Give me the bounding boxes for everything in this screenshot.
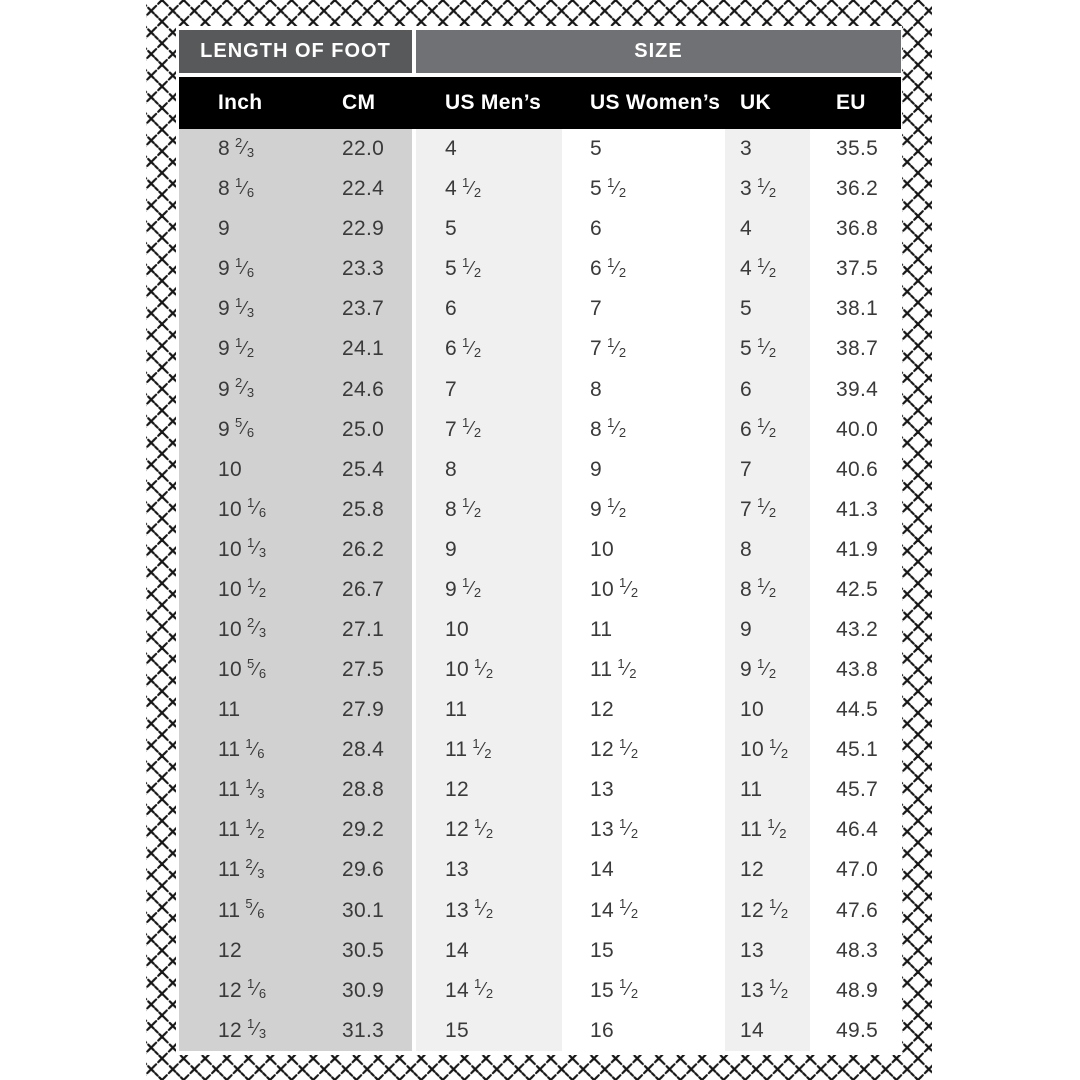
table-cell: 9: [179, 209, 340, 249]
table-row: [179, 650, 901, 690]
table-cell: 35.5: [810, 129, 901, 169]
table-cell: 11 $^1$ ⁄ $_2$: [416, 730, 562, 770]
table-row: [179, 530, 901, 570]
table-cell: 22.0: [340, 129, 416, 169]
table-cell: 8: [725, 530, 810, 570]
table-cell: 12: [725, 850, 810, 890]
table-cell: 29.6: [340, 850, 416, 890]
table-cell: 43.2: [810, 610, 901, 650]
table-row: [179, 1011, 901, 1051]
table-cell: 26.2: [340, 530, 416, 570]
group-header-length-of-foot: LENGTH OF FOOT: [179, 30, 412, 73]
table-cell: 29.2: [340, 810, 416, 850]
table-cell: 12 $^1$ ⁄ $_3$: [179, 1011, 340, 1051]
table-cell: 10 $^1$ ⁄ $_2$: [179, 570, 340, 610]
group-header-row: [179, 30, 901, 73]
column-header-eu: EU: [836, 91, 866, 114]
table-row: [179, 730, 901, 770]
table-cell: 45.7: [810, 770, 901, 810]
table-cell: 30.9: [340, 971, 416, 1011]
table-cell: 10 $^1$ ⁄ $_2$: [562, 570, 725, 610]
table-row: [179, 450, 901, 490]
table-cell: 31.3: [340, 1011, 416, 1051]
table-cell: 10 $^5$ ⁄ $_6$: [179, 650, 340, 690]
table-cell: 6 $^1$ ⁄ $_2$: [416, 329, 562, 369]
table-row: [179, 770, 901, 810]
table-row: [179, 850, 901, 890]
table-cell: 8: [416, 450, 562, 490]
table-cell: 10 $^1$ ⁄ $_6$: [179, 490, 340, 530]
table-cell: 23.7: [340, 289, 416, 329]
table-cell: 12 $^1$ ⁄ $_2$: [562, 730, 725, 770]
table-cell: 13 $^1$ ⁄ $_2$: [416, 890, 562, 930]
table-cell: 6: [416, 289, 562, 329]
table-row: [179, 369, 901, 409]
table-cell: 7: [562, 289, 725, 329]
column-header-row: [179, 77, 901, 129]
table-cell: 4: [725, 209, 810, 249]
table-cell: 9 $^5$ ⁄ $_6$: [179, 410, 340, 450]
table-cell: 7 $^1$ ⁄ $_2$: [725, 490, 810, 530]
table-cell: 12: [416, 770, 562, 810]
table-cell: 5: [416, 209, 562, 249]
table-cell: 40.0: [810, 410, 901, 450]
table-row: [179, 610, 901, 650]
table-cell: 3 $^1$ ⁄ $_2$: [725, 169, 810, 209]
table-cell: 16: [562, 1011, 725, 1051]
table-cell: 28.4: [340, 730, 416, 770]
table-cell: 10 $^2$ ⁄ $_3$: [179, 610, 340, 650]
table-row: [179, 169, 901, 209]
table-cell: 6: [562, 209, 725, 249]
table-cell: 38.1: [810, 289, 901, 329]
table-cell: 12: [562, 690, 725, 730]
table-cell: 7: [725, 450, 810, 490]
column-header-uk: UK: [740, 91, 771, 114]
table-cell: 46.4: [810, 810, 901, 850]
table-cell: 10 $^1$ ⁄ $_2$: [725, 730, 810, 770]
table-cell: 30.5: [340, 931, 416, 971]
table-row: [179, 931, 901, 971]
table-cell: 48.9: [810, 971, 901, 1011]
table-cell: 6 $^1$ ⁄ $_2$: [562, 249, 725, 289]
table-cell: 10: [416, 610, 562, 650]
table-cell: 5: [725, 289, 810, 329]
table-row: [179, 690, 901, 730]
table-cell: 47.0: [810, 850, 901, 890]
table-cell: 8 $^1$ ⁄ $_2$: [562, 410, 725, 450]
table-cell: 4 $^1$ ⁄ $_2$: [725, 249, 810, 289]
table-cell: 37.5: [810, 249, 901, 289]
table-cell: 13: [562, 770, 725, 810]
table-cell: 6 $^1$ ⁄ $_2$: [725, 410, 810, 450]
table-row: [179, 129, 901, 169]
table-cell: 10 $^1$ ⁄ $_3$: [179, 530, 340, 570]
table-cell: 40.6: [810, 450, 901, 490]
table-cell: 12 $^1$ ⁄ $_2$: [416, 810, 562, 850]
table-cell: 7 $^1$ ⁄ $_2$: [562, 329, 725, 369]
table-cell: 41.3: [810, 490, 901, 530]
table-cell: 11: [725, 770, 810, 810]
table-cell: 11: [179, 690, 340, 730]
table-cell: 14: [725, 1011, 810, 1051]
size-conversion-table: [179, 30, 901, 1051]
table-cell: 13 $^1$ ⁄ $_2$: [725, 971, 810, 1011]
table-cell: 15: [416, 1011, 562, 1051]
table-cell: 27.5: [340, 650, 416, 690]
table-cell: 15 $^1$ ⁄ $_2$: [562, 971, 725, 1011]
table-cell: 7 $^1$ ⁄ $_2$: [416, 410, 562, 450]
table-cell: 39.4: [810, 369, 901, 409]
table-cell: 11 $^5$ ⁄ $_6$: [179, 890, 340, 930]
table-row: [179, 209, 901, 249]
table-cell: 3: [725, 129, 810, 169]
table-cell: 11 $^1$ ⁄ $_2$: [179, 810, 340, 850]
table-cell: 7: [416, 369, 562, 409]
table-row: [179, 289, 901, 329]
table-cell: 14: [562, 850, 725, 890]
table-cell: 11 $^1$ ⁄ $_6$: [179, 730, 340, 770]
table-row: [179, 490, 901, 530]
table-cell: 25.8: [340, 490, 416, 530]
table-cell: 24.1: [340, 329, 416, 369]
table-cell: 26.7: [340, 570, 416, 610]
table-cell: 11 $^1$ ⁄ $_2$: [562, 650, 725, 690]
table-cell: 9 $^1$ ⁄ $_2$: [416, 570, 562, 610]
table-cell: 22.4: [340, 169, 416, 209]
table-cell: 30.1: [340, 890, 416, 930]
table-cell: 10: [725, 690, 810, 730]
table-row: [179, 890, 901, 930]
table-cell: 11 $^2$ ⁄ $_3$: [179, 850, 340, 890]
table-cell: 44.5: [810, 690, 901, 730]
column-header-us-mens: US Men’s: [445, 91, 542, 114]
table-cell: 28.8: [340, 770, 416, 810]
table-cell: 27.1: [340, 610, 416, 650]
table-cell: 24.6: [340, 369, 416, 409]
column-header-us-womens: US Women’s: [590, 91, 721, 114]
table-cell: 41.9: [810, 530, 901, 570]
table-cell: 10: [562, 530, 725, 570]
table-cell: 36.2: [810, 169, 901, 209]
table-cell: 5: [562, 129, 725, 169]
table-cell: 8 $^1$ ⁄ $_2$: [416, 490, 562, 530]
table-row: [179, 971, 901, 1011]
table-cell: 14 $^1$ ⁄ $_2$: [416, 971, 562, 1011]
table-row: [179, 570, 901, 610]
table-cell: 11 $^1$ ⁄ $_3$: [179, 770, 340, 810]
table-cell: 11 $^1$ ⁄ $_2$: [725, 810, 810, 850]
table-cell: 10: [179, 450, 340, 490]
table-cell: 5 $^1$ ⁄ $_2$: [416, 249, 562, 289]
table-row: [179, 329, 901, 369]
table-cell: 9 $^1$ ⁄ $_2$: [725, 650, 810, 690]
table-cell: 9 $^1$ ⁄ $_6$: [179, 249, 340, 289]
table-cell: 42.5: [810, 570, 901, 610]
table-cell: 36.8: [810, 209, 901, 249]
table-cell: 4 $^1$ ⁄ $_2$: [416, 169, 562, 209]
table-cell: 5 $^1$ ⁄ $_2$: [725, 329, 810, 369]
group-header-size: SIZE: [416, 30, 901, 73]
table-body: [179, 129, 901, 1051]
table-cell: 13: [416, 850, 562, 890]
table-cell: 8: [562, 369, 725, 409]
table-cell: 43.8: [810, 650, 901, 690]
table-cell: 11: [562, 610, 725, 650]
table-cell: 14 $^1$ ⁄ $_2$: [562, 890, 725, 930]
table-cell: 9: [725, 610, 810, 650]
table-row: [179, 249, 901, 289]
table-cell: 47.6: [810, 890, 901, 930]
table-cell: 8 $^1$ ⁄ $_6$: [179, 169, 340, 209]
table-cell: 14: [416, 931, 562, 971]
table-cell: 13: [725, 931, 810, 971]
table-cell: 25.4: [340, 450, 416, 490]
table-cell: 9 $^2$ ⁄ $_3$: [179, 369, 340, 409]
table-cell: 11: [416, 690, 562, 730]
table-cell: 5 $^1$ ⁄ $_2$: [562, 169, 725, 209]
table-cell: 12: [179, 931, 340, 971]
table-cell: 12 $^1$ ⁄ $_6$: [179, 971, 340, 1011]
table-cell: 49.5: [810, 1011, 901, 1051]
table-cell: 10 $^1$ ⁄ $_2$: [416, 650, 562, 690]
column-header-cm: CM: [342, 91, 376, 114]
table-cell: 13 $^1$ ⁄ $_2$: [562, 810, 725, 850]
table-cell: 27.9: [340, 690, 416, 730]
table-cell: 22.9: [340, 209, 416, 249]
table-row: [179, 410, 901, 450]
table-cell: 8 $^2$ ⁄ $_3$: [179, 129, 340, 169]
table-cell: 48.3: [810, 931, 901, 971]
table-cell: 9 $^1$ ⁄ $_2$: [179, 329, 340, 369]
table-cell: 25.0: [340, 410, 416, 450]
table-cell: 12 $^1$ ⁄ $_2$: [725, 890, 810, 930]
table-cell: 4: [416, 129, 562, 169]
table-cell: 45.1: [810, 730, 901, 770]
table-cell: 9 $^1$ ⁄ $_3$: [179, 289, 340, 329]
table-cell: 38.7: [810, 329, 901, 369]
table-cell: 15: [562, 931, 725, 971]
table-cell: 9: [416, 530, 562, 570]
table-cell: 8 $^1$ ⁄ $_2$: [725, 570, 810, 610]
table-cell: 23.3: [340, 249, 416, 289]
column-header-inch: Inch: [218, 91, 263, 114]
table-cell: 6: [725, 369, 810, 409]
table-row: [179, 810, 901, 850]
table-cell: 9: [562, 450, 725, 490]
table-cell: 9 $^1$ ⁄ $_2$: [562, 490, 725, 530]
